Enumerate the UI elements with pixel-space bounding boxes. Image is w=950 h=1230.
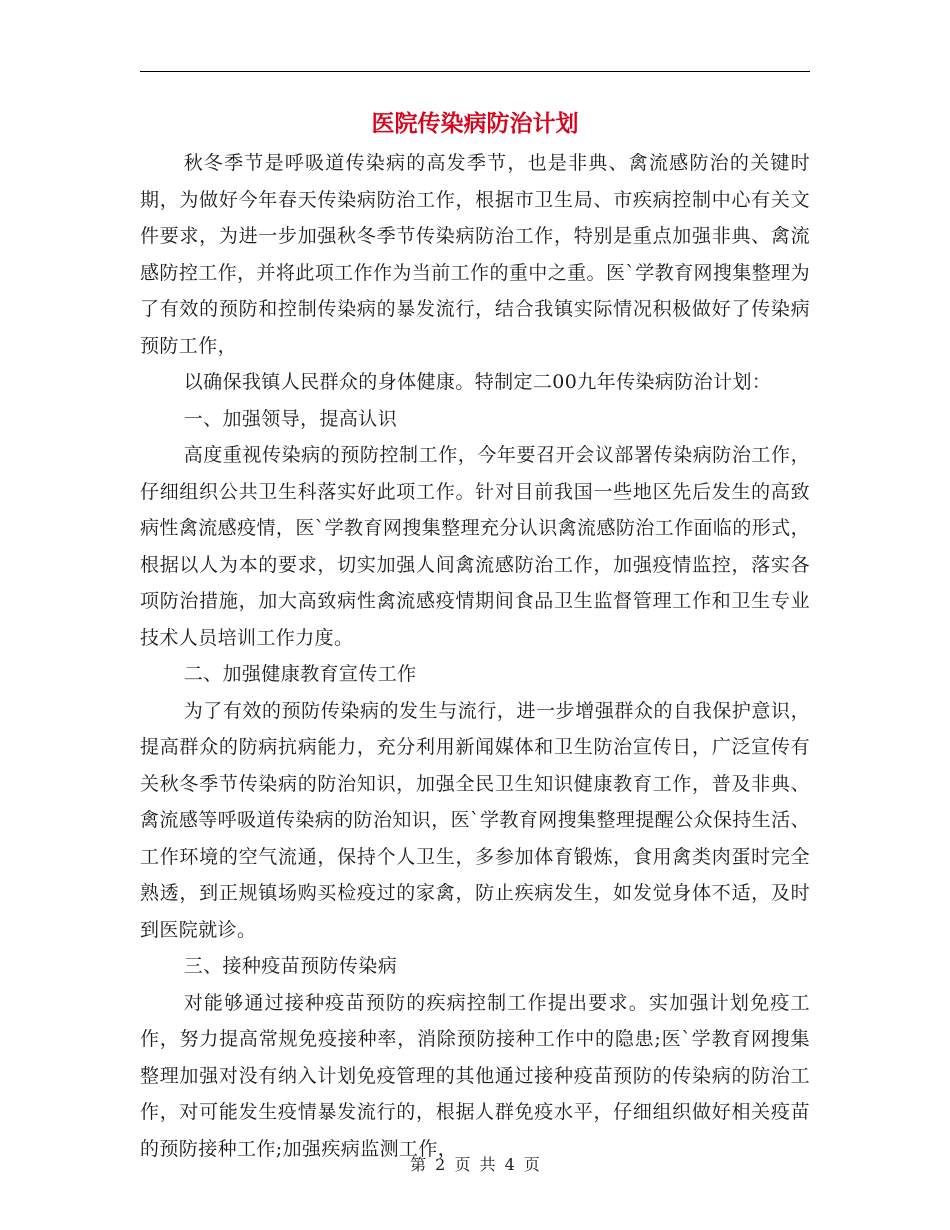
document-body — [140, 145, 810, 1167]
document-title: 医院传染病防治计划 — [371, 110, 579, 137]
paragraph-purpose: 以确保我镇人民群众的身体健康。特制定二00九年传染病防治计划： — [183, 371, 772, 393]
section-heading-1: 一、加强领导，提高认识 — [183, 407, 398, 430]
paragraph-section-1: 高度重视传染病的预防控制工作，今年要召开会议部署传染病防治工作，仔细组织公共卫生科落实好此项工作。针对目前我国一些地区先后发生的高致病性禽流感疫情，医`学教育网搜集整理充分认识禽流感防治工作面临的形式，根据以人为本的要求，切实加强人间禽流感防治工作，加强疫情监控，落实各项防治措施，加大高致病性禽流感疫情期间食品卫生监督管理工作和卫生专业技术人员培训工作力度。 — [140, 444, 810, 649]
section-heading-3: 三、接种疫苗预防传染病 — [183, 955, 398, 977]
page-number-footer: 第 2 页 共 4 页 — [410, 1155, 540, 1174]
paragraph-intro: 秋冬季节是呼吸道传染病的高发季节，也是非典、禽流感防治的关键时期，为做好今年春天传染病防治工作，根据市卫生局、市疾病控制中心有关文件要求，为进一步加强秋冬季节传染病防治工作，特别是重点加强非典、禽流感防控工作，并将此项工作作为当前工作的重中之重。医`学教育网搜集整理为了有效的预防和控制传染病的暴发流行，结合我镇实际情况积极做好了传染病预防工作， — [140, 152, 810, 357]
header-rule — [140, 71, 810, 72]
section-heading-2: 二、加强健康教育宣传工作 — [183, 663, 417, 685]
paragraph-section-2: 为了有效的预防传染病的发生与流行，进一步增强群众的自我保护意识，提高群众的防病抗病能力，充分利用新闻媒体和卫生防治宣传日，广泛宣传有关秋冬季节传染病的防治知识，加强全民卫生知识健康教育工作，普及非典、禽流感等呼吸道传染病的防治知识，医`学教育网搜集整理提醒公众保持生活、工作环境的空气流通，保持个人卫生，多参加体育锻炼，食用禽类肉蛋时完全熟透，到正规镇场购买检疫过的家禽，防止疾病发生，如发觉身体不适，及时到医院就诊。 — [140, 699, 810, 941]
paragraph-section-3: 对能够通过接种疫苗预防的疾病控制工作提出要求。实加强计划免疫工作，努力提高常规免疫接种率，消除预防接种工作中的隐患;医`学教育网搜集整理加强对没有纳入计划免疫管理的其他通过接种疫苗预防的传染病的防治工作，对可能发生疫情暴发流行的，根据人群免疫水平，仔细组织做好相关疫苗的预防接种工作;加强疾病监测工作， — [140, 991, 810, 1160]
